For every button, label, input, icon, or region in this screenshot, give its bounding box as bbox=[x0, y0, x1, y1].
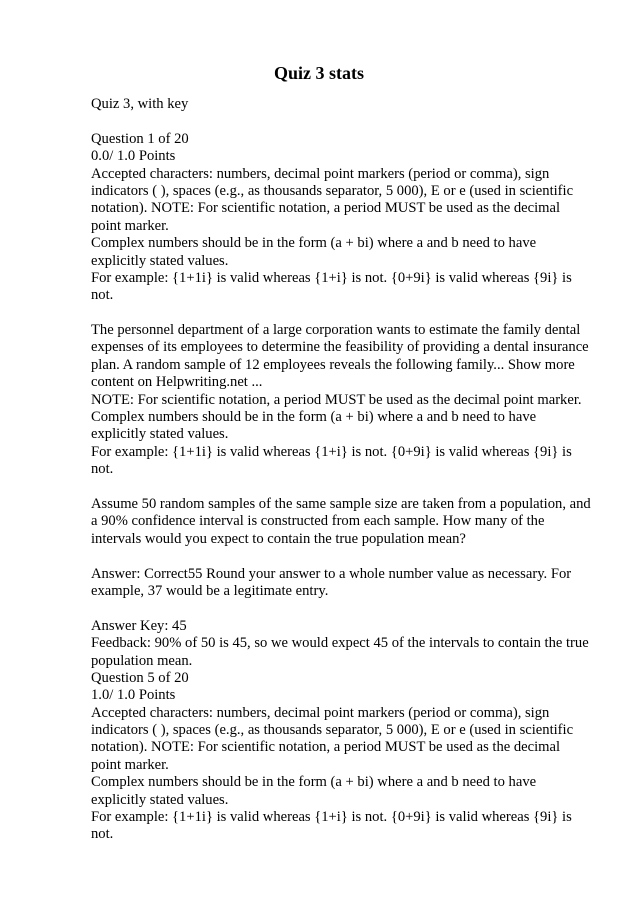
text-line: Complex numbers should be in the form (a + bi) where a and b need to have bbox=[91, 774, 537, 791]
text-line: population mean. bbox=[91, 652, 193, 669]
text-line: 0.0/ 1.0 Points bbox=[91, 148, 176, 165]
text-line: The personnel department of a large corporation wants to estimate the family dental bbox=[91, 322, 581, 339]
text-line: intervals would you expect to contain the true population mean? bbox=[91, 530, 466, 547]
text-line: plan. A random sample of 12 employees reveals the following family... Show more bbox=[91, 356, 575, 373]
text-line: Answer: Correct55 Round your answer to a whole number value as necessary. For bbox=[91, 565, 572, 582]
paragraph-gap bbox=[91, 479, 593, 496]
text-line: a 90% confidence interval is constructed from each sample. How many of the bbox=[91, 513, 545, 530]
subtitle bbox=[91, 96, 593, 113]
text-line: content on Helpwriting.net ... bbox=[91, 374, 263, 391]
text-line: For example: {1+1i} is valid whereas {1+i} is not. {0+9i} is valid whereas {9i} is bbox=[91, 809, 572, 826]
text-line: Accepted characters: numbers, decimal point markers (period or comma), sign bbox=[91, 165, 550, 182]
text-line: point marker. bbox=[91, 756, 169, 773]
text-line: For example: {1+1i} is valid whereas {1+i} is not. {0+9i} is valid whereas {9i} is bbox=[91, 269, 572, 286]
text-line: explicitly stated values. bbox=[91, 252, 229, 269]
text-line: Complex numbers should be in the form (a + bi) where a and b need to have bbox=[91, 235, 537, 252]
text-line: not. bbox=[91, 461, 114, 478]
text-line: indicators ( ), spaces (e.g., as thousands separator, 5 000), E or e (used in scientific bbox=[91, 182, 574, 199]
text-line: Question 5 of 20 bbox=[91, 669, 189, 686]
text-line: indicators ( ), spaces (e.g., as thousands separator, 5 000), E or e (used in scientific bbox=[91, 722, 574, 739]
text-line: NOTE: For scientific notation, a period MUST be used as the decimal point marker. bbox=[91, 391, 582, 408]
text-line: Assume 50 random samples of the same sample size are taken from a population, and bbox=[91, 495, 591, 512]
text-line: Question 1 of 20 bbox=[91, 130, 189, 147]
text-line: expenses of its employees to determine the feasibility of providing a dental insurance bbox=[91, 339, 589, 356]
text-line: example, 37 would be a legitimate entry. bbox=[91, 582, 329, 599]
text-line: Accepted characters: numbers, decimal point markers (period or comma), sign bbox=[91, 704, 550, 721]
text-line: explicitly stated values. bbox=[91, 791, 229, 808]
dental-insurance-paragraph bbox=[91, 322, 593, 479]
paragraph-gap bbox=[91, 600, 593, 617]
text-line: notation). NOTE: For scientific notation, a period MUST be used as the decimal bbox=[91, 200, 561, 217]
answer-key-and-question-5 bbox=[91, 618, 593, 844]
confidence-interval-question bbox=[91, 496, 593, 548]
document-body bbox=[91, 96, 593, 844]
text-line: Quiz 3, with key bbox=[91, 96, 189, 112]
question-1-block bbox=[91, 131, 593, 305]
paragraph-gap bbox=[91, 305, 593, 322]
text-line: explicitly stated values. bbox=[91, 426, 229, 443]
text-line: Answer Key: 45 bbox=[91, 617, 187, 634]
text-line: 1.0/ 1.0 Points bbox=[91, 687, 176, 704]
text-line: not. bbox=[91, 287, 114, 304]
text-line: point marker. bbox=[91, 217, 169, 234]
paragraph-gap bbox=[91, 548, 593, 565]
paragraph-gap bbox=[91, 113, 593, 130]
text-line: notation). NOTE: For scientific notation, a period MUST be used as the decimal bbox=[91, 739, 561, 756]
text-line: For example: {1+1i} is valid whereas {1+i} is not. {0+9i} is valid whereas {9i} is bbox=[91, 443, 572, 460]
text-line: not. bbox=[91, 826, 114, 843]
text-line: Complex numbers should be in the form (a + bi) where a and b need to have bbox=[91, 409, 537, 426]
page-title: Quiz 3 stats bbox=[274, 63, 364, 83]
text-line: Feedback: 90% of 50 is 45, so we would expect 45 of the intervals to contain the true bbox=[91, 635, 589, 652]
answer-paragraph bbox=[91, 566, 593, 601]
